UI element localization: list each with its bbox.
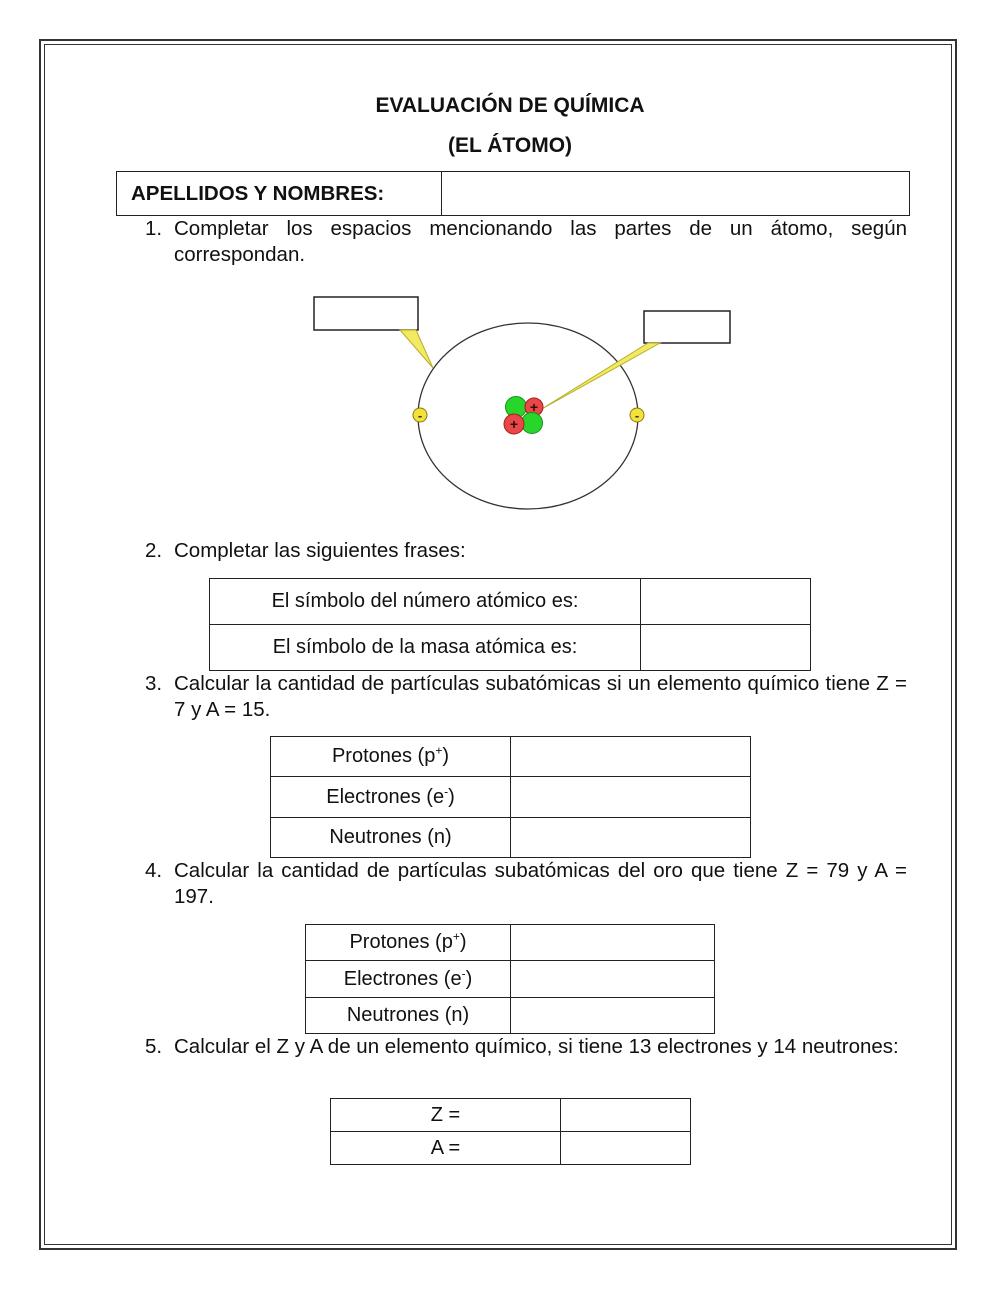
electrons-label: Electrones (e-) bbox=[271, 777, 511, 818]
question-1 bbox=[145, 216, 907, 268]
neutrons-answer[interactable] bbox=[511, 818, 751, 858]
callout-box-right[interactable] bbox=[644, 311, 730, 343]
phrases-table bbox=[209, 578, 811, 671]
neutrons-label: Neutrones (n) bbox=[271, 818, 511, 858]
page-title: EVALUACIÓN DE QUÍMICA bbox=[375, 94, 645, 117]
question-2-number: 2. bbox=[145, 539, 163, 562]
callout-pointer-left bbox=[400, 330, 433, 368]
z-answer[interactable] bbox=[561, 1099, 691, 1132]
question-5 bbox=[145, 1034, 907, 1060]
particles-table-q3 bbox=[270, 736, 751, 858]
question-4 bbox=[145, 858, 907, 910]
electron-sign-right: - bbox=[634, 408, 640, 423]
particles-table-q4 bbox=[305, 924, 715, 1034]
student-name-table bbox=[116, 171, 910, 216]
question-3-number: 3. bbox=[145, 672, 163, 695]
callout-pointer-right bbox=[540, 343, 660, 410]
electrons-answer[interactable] bbox=[511, 777, 751, 818]
question-5-number: 5. bbox=[145, 1035, 163, 1058]
student-name-label: APELLIDOS Y NOMBRES: bbox=[117, 172, 442, 216]
page-subtitle: (EL ÁTOMO) bbox=[447, 134, 573, 157]
question-3-text: Calcular la cantidad de partículas subatómicas si un elemento químico tiene Z = 7 y A = 15. bbox=[174, 672, 907, 721]
phrase-number-answer[interactable] bbox=[641, 579, 811, 625]
a-label: A = bbox=[331, 1132, 561, 1165]
phrase-mass-answer[interactable] bbox=[641, 625, 811, 671]
electrons-label: Electrones (e-) bbox=[306, 961, 511, 998]
question-3 bbox=[145, 671, 907, 723]
atom-diagram bbox=[300, 290, 750, 520]
question-1-number: 1. bbox=[145, 217, 163, 240]
question-1-text: Completar los espacios mencionando las partes de un átomo, según correspondan. bbox=[174, 217, 907, 266]
protons-answer[interactable] bbox=[511, 737, 751, 777]
z-label: Z = bbox=[331, 1099, 561, 1132]
student-name-field[interactable] bbox=[442, 172, 910, 216]
electron-sign-left: - bbox=[417, 408, 423, 423]
electron-left bbox=[413, 408, 427, 423]
phrase-number-label: El símbolo del número atómico es: bbox=[210, 579, 641, 625]
proton-sign-2: + bbox=[509, 416, 519, 432]
question-4-number: 4. bbox=[145, 859, 163, 882]
a-answer[interactable] bbox=[561, 1132, 691, 1165]
za-table bbox=[330, 1098, 691, 1165]
neutrons-label: Neutrones (n) bbox=[306, 998, 511, 1034]
question-2 bbox=[145, 538, 907, 564]
neutrons-answer[interactable] bbox=[511, 998, 715, 1034]
nucleus bbox=[504, 397, 543, 435]
question-2-text: Completar las siguientes frases: bbox=[174, 539, 466, 562]
protons-label: Protones (p+) bbox=[271, 737, 511, 777]
electron-right bbox=[630, 408, 644, 423]
proton-sign-1: + bbox=[529, 399, 539, 415]
callout-box-left[interactable] bbox=[314, 297, 418, 330]
question-5-text: Calcular el Z y A de un elemento químico, si tiene 13 electrones y 14 neutrones: bbox=[174, 1035, 899, 1058]
phrase-mass-label: El símbolo de la masa atómica es: bbox=[210, 625, 641, 671]
protons-label: Protones (p+) bbox=[306, 925, 511, 961]
protons-answer[interactable] bbox=[511, 925, 715, 961]
question-4-text: Calcular la cantidad de partículas subatómicas del oro que tiene Z = 79 y A = 197. bbox=[174, 859, 907, 908]
electrons-answer[interactable] bbox=[511, 961, 715, 998]
